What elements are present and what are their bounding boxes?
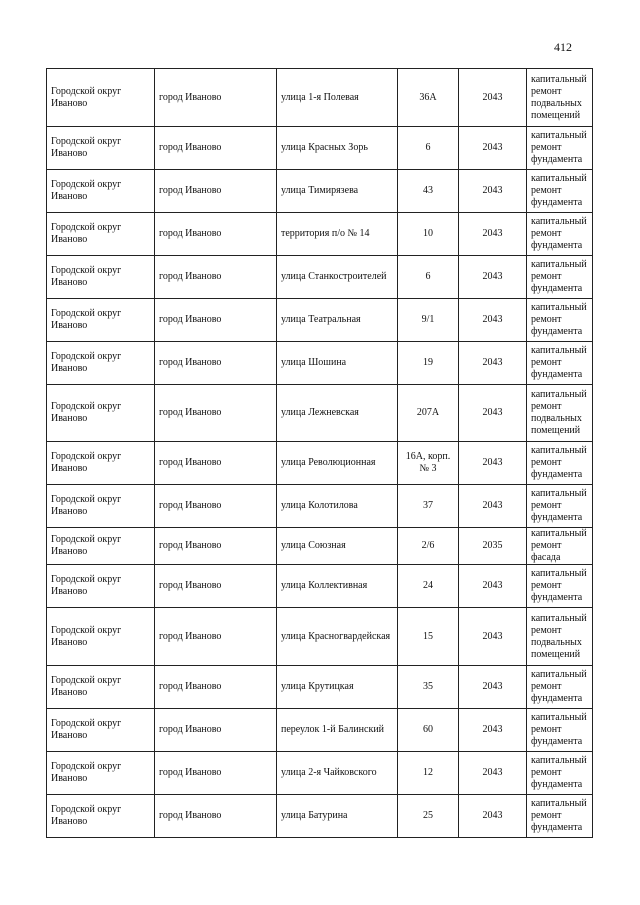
- district-cell: Городской округ Иваново: [47, 608, 155, 666]
- street-cell: улица Коллективная: [277, 565, 398, 608]
- district-cell: Городской округ Иваново: [47, 256, 155, 299]
- street-cell: улица Союзная: [277, 528, 398, 565]
- district-cell: Городской округ Иваново: [47, 485, 155, 528]
- city-cell: город Иваново: [155, 709, 277, 752]
- street-cell: улица Батурина: [277, 795, 398, 838]
- house-cell: 9/1: [398, 299, 459, 342]
- district-cell: Городской округ Иваново: [47, 709, 155, 752]
- work-type-cell: капитальный ремонт фундамента: [527, 795, 593, 838]
- city-cell: город Иваново: [155, 565, 277, 608]
- house-cell: 16А, корп. № 3: [398, 442, 459, 485]
- year-cell: 2043: [459, 608, 527, 666]
- house-cell: 60: [398, 709, 459, 752]
- table-row: [47, 608, 593, 666]
- house-cell: 12: [398, 752, 459, 795]
- table-row: [47, 256, 593, 299]
- district-cell: Городской округ Иваново: [47, 528, 155, 565]
- year-cell: 2035: [459, 528, 527, 565]
- year-cell: 2043: [459, 170, 527, 213]
- street-cell: улица 1-я Полевая: [277, 69, 398, 127]
- city-cell: город Иваново: [155, 666, 277, 709]
- district-cell: Городской округ Иваново: [47, 385, 155, 442]
- table-row: [47, 565, 593, 608]
- city-cell: город Иваново: [155, 385, 277, 442]
- city-cell: город Иваново: [155, 170, 277, 213]
- district-cell: Городской округ Иваново: [47, 342, 155, 385]
- work-type-cell: капитальный ремонт фундамента: [527, 256, 593, 299]
- city-cell: город Иваново: [155, 752, 277, 795]
- district-cell: Городской округ Иваново: [47, 795, 155, 838]
- street-cell: улица Театральная: [277, 299, 398, 342]
- year-cell: 2043: [459, 385, 527, 442]
- registry-table: [46, 68, 593, 838]
- city-cell: город Иваново: [155, 528, 277, 565]
- street-cell: улица Станкостроителей: [277, 256, 398, 299]
- street-cell: улица Колотилова: [277, 485, 398, 528]
- city-cell: город Иваново: [155, 127, 277, 170]
- district-cell: Городской округ Иваново: [47, 213, 155, 256]
- year-cell: 2043: [459, 666, 527, 709]
- table-row: [47, 709, 593, 752]
- table-row: [47, 213, 593, 256]
- district-cell: Городской округ Иваново: [47, 442, 155, 485]
- page-number: 412: [554, 40, 572, 54]
- district-cell: Городской округ Иваново: [47, 170, 155, 213]
- work-type-cell: капитальный ремонт фундамента: [527, 299, 593, 342]
- year-cell: 2043: [459, 485, 527, 528]
- work-type-cell: капитальный ремонт фундамента: [527, 342, 593, 385]
- year-cell: 2043: [459, 565, 527, 608]
- table-row: [47, 442, 593, 485]
- year-cell: 2043: [459, 342, 527, 385]
- table-row: [47, 666, 593, 709]
- year-cell: 2043: [459, 256, 527, 299]
- year-cell: 2043: [459, 709, 527, 752]
- city-cell: город Иваново: [155, 213, 277, 256]
- year-cell: 2043: [459, 442, 527, 485]
- street-cell: улица 2-я Чайковского: [277, 752, 398, 795]
- district-cell: Городской округ Иваново: [47, 565, 155, 608]
- work-type-cell: капитальный ремонт фундамента: [527, 485, 593, 528]
- house-cell: 2/6: [398, 528, 459, 565]
- table-row: [47, 795, 593, 838]
- work-type-cell: капитальный ремонт подвальных помещений: [527, 69, 593, 127]
- street-cell: улица Крутицкая: [277, 666, 398, 709]
- year-cell: 2043: [459, 299, 527, 342]
- city-cell: город Иваново: [155, 256, 277, 299]
- table-row: [47, 485, 593, 528]
- year-cell: 2043: [459, 69, 527, 127]
- street-cell: улица Революционная: [277, 442, 398, 485]
- district-cell: Городской округ Иваново: [47, 666, 155, 709]
- work-type-cell: капитальный ремонт фасада: [527, 528, 593, 565]
- street-cell: улица Шошина: [277, 342, 398, 385]
- table-row: [47, 170, 593, 213]
- house-cell: 35: [398, 666, 459, 709]
- table-row: [47, 342, 593, 385]
- house-cell: 10: [398, 213, 459, 256]
- house-cell: 6: [398, 127, 459, 170]
- house-cell: 43: [398, 170, 459, 213]
- year-cell: 2043: [459, 752, 527, 795]
- work-type-cell: капитальный ремонт подвальных помещений: [527, 608, 593, 666]
- district-cell: Городской округ Иваново: [47, 299, 155, 342]
- house-cell: 25: [398, 795, 459, 838]
- table-row: [47, 299, 593, 342]
- work-type-cell: капитальный ремонт фундамента: [527, 213, 593, 256]
- city-cell: город Иваново: [155, 299, 277, 342]
- work-type-cell: капитальный ремонт фундамента: [527, 127, 593, 170]
- house-cell: 15: [398, 608, 459, 666]
- table-row: [47, 69, 593, 127]
- city-cell: город Иваново: [155, 342, 277, 385]
- house-cell: 37: [398, 485, 459, 528]
- city-cell: город Иваново: [155, 795, 277, 838]
- work-type-cell: капитальный ремонт фундамента: [527, 170, 593, 213]
- street-cell: переулок 1-й Балинский: [277, 709, 398, 752]
- year-cell: 2043: [459, 127, 527, 170]
- street-cell: улица Тимирязева: [277, 170, 398, 213]
- house-cell: 6: [398, 256, 459, 299]
- house-cell: 36А: [398, 69, 459, 127]
- city-cell: город Иваново: [155, 485, 277, 528]
- work-type-cell: капитальный ремонт фундамента: [527, 752, 593, 795]
- street-cell: улица Красногвардейская: [277, 608, 398, 666]
- house-cell: 24: [398, 565, 459, 608]
- table-row: [47, 385, 593, 442]
- house-cell: 207А: [398, 385, 459, 442]
- year-cell: 2043: [459, 213, 527, 256]
- district-cell: Городской округ Иваново: [47, 752, 155, 795]
- work-type-cell: капитальный ремонт фундамента: [527, 666, 593, 709]
- street-cell: территория п/о № 14: [277, 213, 398, 256]
- year-cell: 2043: [459, 795, 527, 838]
- work-type-cell: капитальный ремонт подвальных помещений: [527, 385, 593, 442]
- table-row: [47, 752, 593, 795]
- table-row: [47, 528, 593, 565]
- city-cell: город Иваново: [155, 69, 277, 127]
- street-cell: улица Красных Зорь: [277, 127, 398, 170]
- work-type-cell: капитальный ремонт фундамента: [527, 565, 593, 608]
- street-cell: улица Лежневская: [277, 385, 398, 442]
- district-cell: Городской округ Иваново: [47, 69, 155, 127]
- city-cell: город Иваново: [155, 442, 277, 485]
- city-cell: город Иваново: [155, 608, 277, 666]
- work-type-cell: капитальный ремонт фундамента: [527, 442, 593, 485]
- table-row: [47, 127, 593, 170]
- work-type-cell: капитальный ремонт фундамента: [527, 709, 593, 752]
- district-cell: Городской округ Иваново: [47, 127, 155, 170]
- house-cell: 19: [398, 342, 459, 385]
